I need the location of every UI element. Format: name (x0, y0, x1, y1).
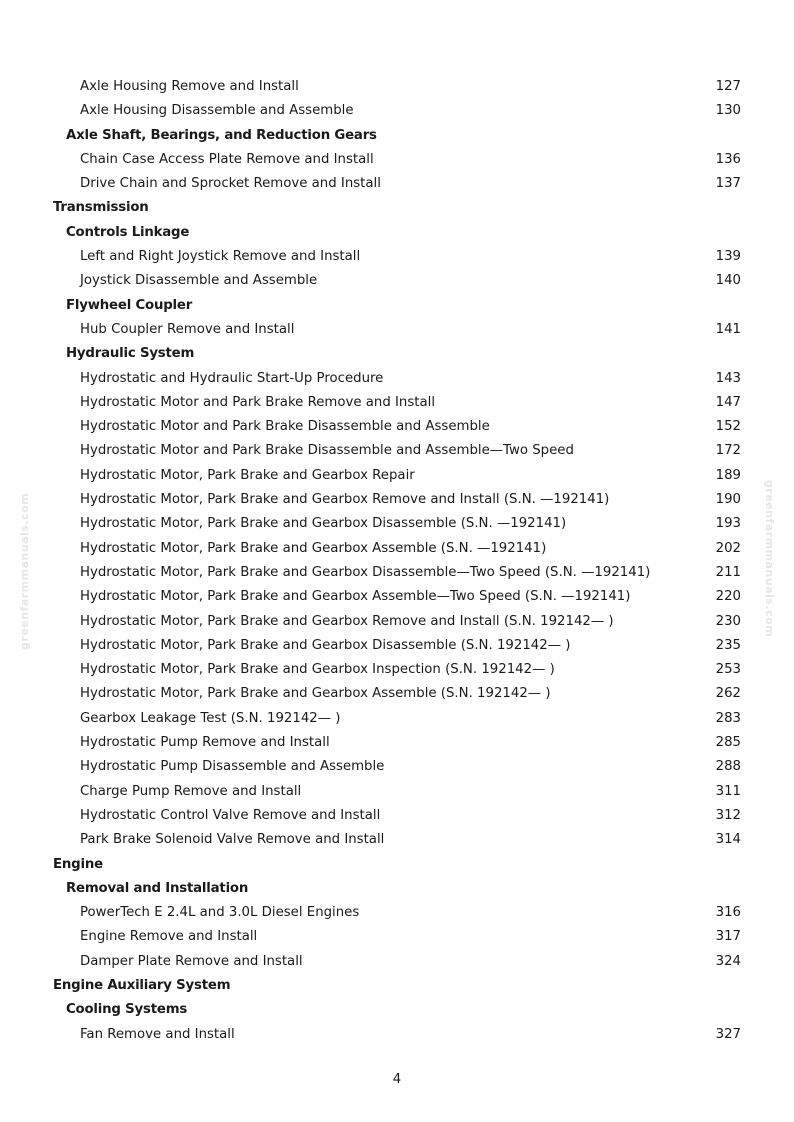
toc-entry-page-number: 141 (715, 321, 741, 337)
toc-entry-page-number: 193 (715, 516, 741, 532)
toc-entry-title: Hydrostatic Motor, Park Brake and Gearbox Disassemble—Two Speed (S.N. —192141) (80, 564, 651, 580)
toc-entry-title: Transmission (53, 200, 149, 216)
toc-entry-title: Hub Coupler Remove and Install (80, 321, 295, 337)
toc-entry[interactable] (0, 1023, 794, 1047)
toc-entry-page-number: 172 (715, 443, 741, 459)
toc-entry-page-number: 130 (715, 103, 741, 119)
toc-entry[interactable] (0, 755, 794, 779)
toc-entry-title: Removal and Installation (66, 880, 249, 896)
toc-entry[interactable] (0, 901, 794, 925)
toc-entry-page-number: 143 (715, 370, 741, 386)
toc-entry-page-number: 147 (715, 394, 741, 410)
toc-entry-page-number: 262 (715, 686, 741, 702)
toc-entry-page-number: 211 (715, 564, 741, 580)
toc-entry[interactable] (0, 950, 794, 974)
toc-entry-page-number: 127 (715, 79, 741, 94)
toc-entry[interactable] (0, 439, 794, 463)
toc-entry-title: Controls Linkage (66, 224, 190, 240)
toc-section-heading (0, 294, 794, 318)
toc-section-heading (0, 221, 794, 245)
toc-entry-page-number: 140 (715, 273, 741, 289)
toc-entry-page-number: 327 (715, 1026, 741, 1042)
toc-entry-title: Hydrostatic Motor, Park Brake and Gearbox Remove and Install (S.N. —192141) (80, 492, 610, 508)
toc-entry-title: Hydrostatic Motor, Park Brake and Gearbox Remove and Install (S.N. 192142— ) (80, 613, 614, 629)
toc-entry[interactable] (0, 269, 794, 293)
toc-section-heading (0, 196, 794, 220)
toc-entry-title: Engine (53, 856, 103, 872)
toc-entry-page-number: 288 (715, 759, 741, 775)
toc-entry[interactable] (0, 658, 794, 682)
toc-entry[interactable] (0, 488, 794, 512)
toc-entry[interactable] (0, 634, 794, 658)
toc-entry[interactable] (0, 75, 794, 99)
toc-entry-title: Engine Remove and Install (80, 929, 258, 945)
toc-entry-title: Hydraulic System (66, 346, 195, 362)
toc-entry[interactable] (0, 512, 794, 536)
toc-entry-title: Cooling Systems (66, 1002, 188, 1018)
page-number: 4 (392, 1072, 402, 1087)
toc-entry-page-number: 285 (715, 735, 741, 751)
toc-section-heading (0, 998, 794, 1022)
toc-entry[interactable] (0, 707, 794, 731)
toc-entry-title: Flywheel Coupler (66, 297, 193, 313)
toc-entry-title: Hydrostatic Motor and Park Brake Remove and Install (80, 394, 436, 410)
toc-entry-title: Hydrostatic Motor, Park Brake and Gearbox Assemble (S.N. 192142— ) (80, 686, 551, 702)
toc-entry[interactable] (0, 682, 794, 706)
toc-entry[interactable] (0, 318, 794, 342)
toc-entry-page-number: 235 (715, 637, 741, 653)
toc-entry-page-number: 137 (715, 176, 741, 192)
toc-entry-title: Hydrostatic Motor, Park Brake and Gearbox Assemble (S.N. —192141) (80, 540, 547, 556)
toc-entry[interactable] (0, 172, 794, 196)
watermark-right: greenfarmmanuals.com (763, 480, 776, 638)
toc-entry-title: Engine Auxiliary System (53, 977, 231, 993)
toc-entry-page-number: 283 (715, 710, 741, 726)
toc-entry[interactable] (0, 464, 794, 488)
toc-entry-title: Hydrostatic Motor, Park Brake and Gearbox Disassemble (S.N. —192141) (80, 516, 567, 532)
toc-entry-page-number: 312 (715, 807, 741, 823)
toc-entry-title: Axle Shaft, Bearings, and Reduction Gears (66, 127, 377, 143)
toc-entry-title: Hydrostatic Motor, Park Brake and Gearbox Assemble—Two Speed (S.N. —192141) (80, 589, 631, 605)
toc-entry-title: Charge Pump Remove and Install (80, 783, 302, 799)
toc-entry[interactable] (0, 804, 794, 828)
toc-section-heading (0, 974, 794, 998)
toc-entry-title: Drive Chain and Sprocket Remove and Install (80, 176, 381, 192)
toc-entry[interactable] (0, 415, 794, 439)
toc-entry[interactable] (0, 148, 794, 172)
toc-entry-page-number: 202 (715, 540, 741, 556)
toc-entry-title: Hydrostatic Motor, Park Brake and Gearbox Disassemble (S.N. 192142— ) (80, 637, 571, 653)
toc-entry[interactable] (0, 391, 794, 415)
toc-entry-page-number: 139 (715, 249, 741, 265)
watermark-left: greenfarmmanuals.com (18, 492, 31, 650)
toc-entry-title: PowerTech E 2.4L and 3.0L Diesel Engines (80, 905, 360, 921)
toc-entry-page-number: 324 (715, 953, 741, 969)
toc-entry-title: Hydrostatic and Hydraulic Start-Up Procedure (80, 370, 384, 386)
toc-entry-title: Joystick Disassemble and Assemble (80, 273, 318, 289)
toc-entry-page-number: 316 (715, 905, 741, 921)
toc-entry[interactable] (0, 585, 794, 609)
toc-entry-title: Hydrostatic Motor, Park Brake and Gearbox Inspection (S.N. 192142— ) (80, 662, 555, 678)
toc-entry-title: Axle Housing Remove and Install (80, 79, 299, 94)
toc-entry-title: Hydrostatic Pump Remove and Install (80, 735, 330, 751)
toc-entry[interactable] (0, 367, 794, 391)
toc-entry-page-number: 311 (715, 783, 741, 799)
toc-section-heading (0, 853, 794, 877)
toc-entry[interactable] (0, 99, 794, 123)
toc-entry-title: Hydrostatic Motor, Park Brake and Gearbox Repair (80, 467, 415, 483)
toc-entry[interactable] (0, 537, 794, 561)
toc-entry-page-number: 314 (715, 832, 741, 848)
toc-entry-title: Left and Right Joystick Remove and Install (80, 249, 361, 265)
toc-entry-title: Hydrostatic Motor and Park Brake Disassemble and Assemble (80, 419, 490, 435)
toc-entry[interactable] (0, 925, 794, 949)
toc-entry-page-number: 230 (715, 613, 741, 629)
toc-entry-title: Damper Plate Remove and Install (80, 953, 303, 969)
toc-entry-page-number: 253 (715, 662, 741, 678)
toc-entry-title: Hydrostatic Control Valve Remove and Install (80, 807, 381, 823)
toc-entry[interactable] (0, 245, 794, 269)
toc-section-heading (0, 877, 794, 901)
toc-entry-title: Gearbox Leakage Test (S.N. 192142— ) (80, 710, 341, 726)
toc-entry-title: Chain Case Access Plate Remove and Install (80, 151, 374, 167)
table-of-contents (0, 75, 794, 1047)
toc-entry-page-number: 189 (715, 467, 741, 483)
toc-entry-page-number: 190 (715, 492, 741, 508)
toc-entry[interactable] (0, 731, 794, 755)
toc-section-heading (0, 124, 794, 148)
toc-entry-page-number: 136 (715, 151, 741, 167)
toc-entry[interactable] (0, 610, 794, 634)
toc-entry-title: Park Brake Solenoid Valve Remove and Install (80, 832, 385, 848)
toc-entry-title: Fan Remove and Install (80, 1026, 235, 1042)
toc-section-heading (0, 342, 794, 366)
toc-entry[interactable] (0, 561, 794, 585)
toc-entry[interactable] (0, 828, 794, 852)
toc-entry-page-number: 220 (715, 589, 741, 605)
toc-entry-title: Hydrostatic Motor and Park Brake Disassemble and Assemble—Two Speed (80, 443, 574, 459)
toc-entry-page-number: 152 (715, 419, 741, 435)
toc-entry-title: Hydrostatic Pump Disassemble and Assemble (80, 759, 385, 775)
toc-entry-title: Axle Housing Disassemble and Assemble (80, 103, 354, 119)
toc-entry[interactable] (0, 780, 794, 804)
toc-entry-page-number: 317 (715, 929, 741, 945)
